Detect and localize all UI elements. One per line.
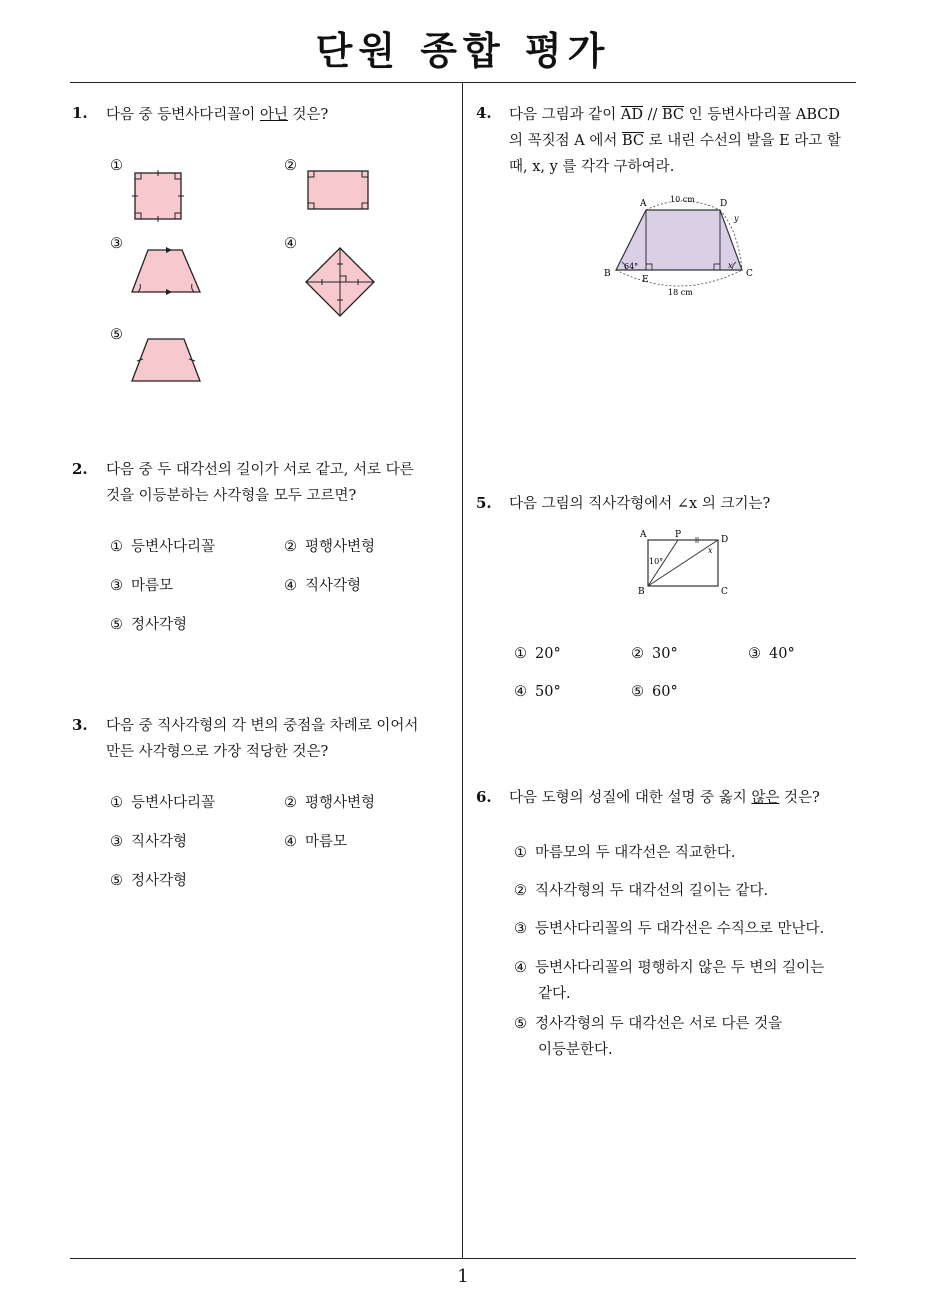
option-4[interactable]: ④ 직사각형 <box>284 578 362 594</box>
option-1[interactable]: ① 마름모의 두 대각선은 직교한다. <box>514 845 736 861</box>
x-label: x <box>708 546 713 555</box>
rhombus-figure <box>302 244 378 320</box>
question-number: 5. <box>476 494 492 512</box>
rectangle-abcd-figure <box>636 526 736 598</box>
option-2[interactable]: ② 직사각형의 두 대각선의 길이는 같다. <box>514 883 769 899</box>
column-divider <box>462 83 463 1259</box>
option-5-continued: 이등분한다. <box>538 1042 613 1058</box>
option-2[interactable]: ② 평행사변형 <box>284 539 376 555</box>
question-text: 다음 중 직사각형의 각 변의 중점을 차례로 이어서 만든 사각형으로 가장 적당한 것은? <box>106 718 419 760</box>
vertex-d-label: D <box>721 535 729 545</box>
point-p-label: P <box>675 530 682 540</box>
vertex-b-label: B <box>604 269 611 279</box>
option-2[interactable]: ② 평행사변형 <box>284 795 376 811</box>
square-figure <box>128 168 188 226</box>
question-number: 3. <box>72 716 88 734</box>
vertex-d-label: D <box>720 199 728 209</box>
y-label: y <box>734 214 739 223</box>
question-text: 다음 중 두 대각선의 길이가 서로 같고, 서로 다른 것을 이등분하는 사각형을 모두 고르면? <box>106 462 414 504</box>
x-label: x <box>728 261 733 270</box>
option-4[interactable]: ④ 마름모 <box>284 834 348 850</box>
bottom-length-label: 18 cm <box>668 288 693 297</box>
rectangle-figure <box>302 168 374 214</box>
question-text: 다음 중 등변사다리꼴이 아닌 것은? <box>106 107 329 123</box>
top-divider <box>70 82 856 83</box>
page-number: 1 <box>457 1266 469 1287</box>
option-5[interactable]: ⑤ 정사각형 <box>110 617 188 633</box>
question-text: 다음 도형의 성질에 대한 설명 중 옳지 않은 것은? <box>509 790 820 806</box>
option-marker[interactable]: ② <box>284 158 297 174</box>
vertex-a-label: A <box>640 199 647 209</box>
option-marker[interactable]: ① <box>110 158 123 174</box>
angle-label: 64° <box>624 262 639 271</box>
question-number: 6. <box>476 788 492 806</box>
angle-label: 10° <box>649 557 664 566</box>
option-4[interactable]: ④ 50° <box>514 684 561 700</box>
vertex-a-label: A <box>640 530 647 540</box>
option-2[interactable]: ② 30° <box>631 646 678 662</box>
option-3[interactable]: ③ 직사각형 <box>110 834 188 850</box>
option-3[interactable]: ③ 등변사다리꼴의 두 대각선은 수직으로 만난다. <box>514 921 825 937</box>
option-4[interactable]: ④ 등변사다리꼴의 평행하지 않은 두 변의 길이는 <box>514 960 825 976</box>
trapezoid-abcd-figure <box>598 190 770 300</box>
question-text: 다음 그림의 직사각형에서 ∠x 의 크기는? <box>509 496 771 512</box>
option-5[interactable]: ⑤ 60° <box>631 684 678 700</box>
question-number: 4. <box>476 104 492 122</box>
option-1[interactable]: ① 등변사다리꼴 <box>110 795 216 811</box>
isosceles-trapezoid-figure <box>128 335 204 385</box>
vertex-c-label: C <box>721 587 728 597</box>
question-text: 다음 그림과 같이 $\overline{AD} // \overline{BC}$ 인 등변사다리꼴 ABCD 의 꼭짓점 A 에서 $\overline{BC}$ 로 내린 수선의 발을 E 라고 할 때, x, y 를 각각 구하여라. <box>509 107 841 175</box>
option-3[interactable]: ③ 마름모 <box>110 578 174 594</box>
vertex-b-label: B <box>638 587 645 597</box>
option-1[interactable]: ① 20° <box>514 646 561 662</box>
option-4-continued: 같다. <box>538 986 571 1002</box>
option-marker[interactable]: ④ <box>284 236 297 252</box>
question-number: 2. <box>72 460 88 478</box>
vertex-e-label: E <box>642 275 649 285</box>
option-marker[interactable]: ③ <box>110 236 123 252</box>
trapezoid-parallel-figure <box>128 244 204 296</box>
option-marker[interactable]: ⑤ <box>110 327 123 343</box>
option-1[interactable]: ① 등변사다리꼴 <box>110 539 216 555</box>
bottom-divider <box>70 1258 856 1259</box>
page-title: 단원 종합 평가 <box>315 29 611 73</box>
option-3[interactable]: ③ 40° <box>748 646 795 662</box>
option-5[interactable]: ⑤ 정사각형 <box>110 873 188 889</box>
top-length-label: 10 cm <box>670 195 695 204</box>
question-number: 1. <box>72 104 88 122</box>
vertex-c-label: C <box>746 269 753 279</box>
option-5[interactable]: ⑤ 정사각형의 두 대각선은 서로 다른 것을 <box>514 1016 783 1032</box>
